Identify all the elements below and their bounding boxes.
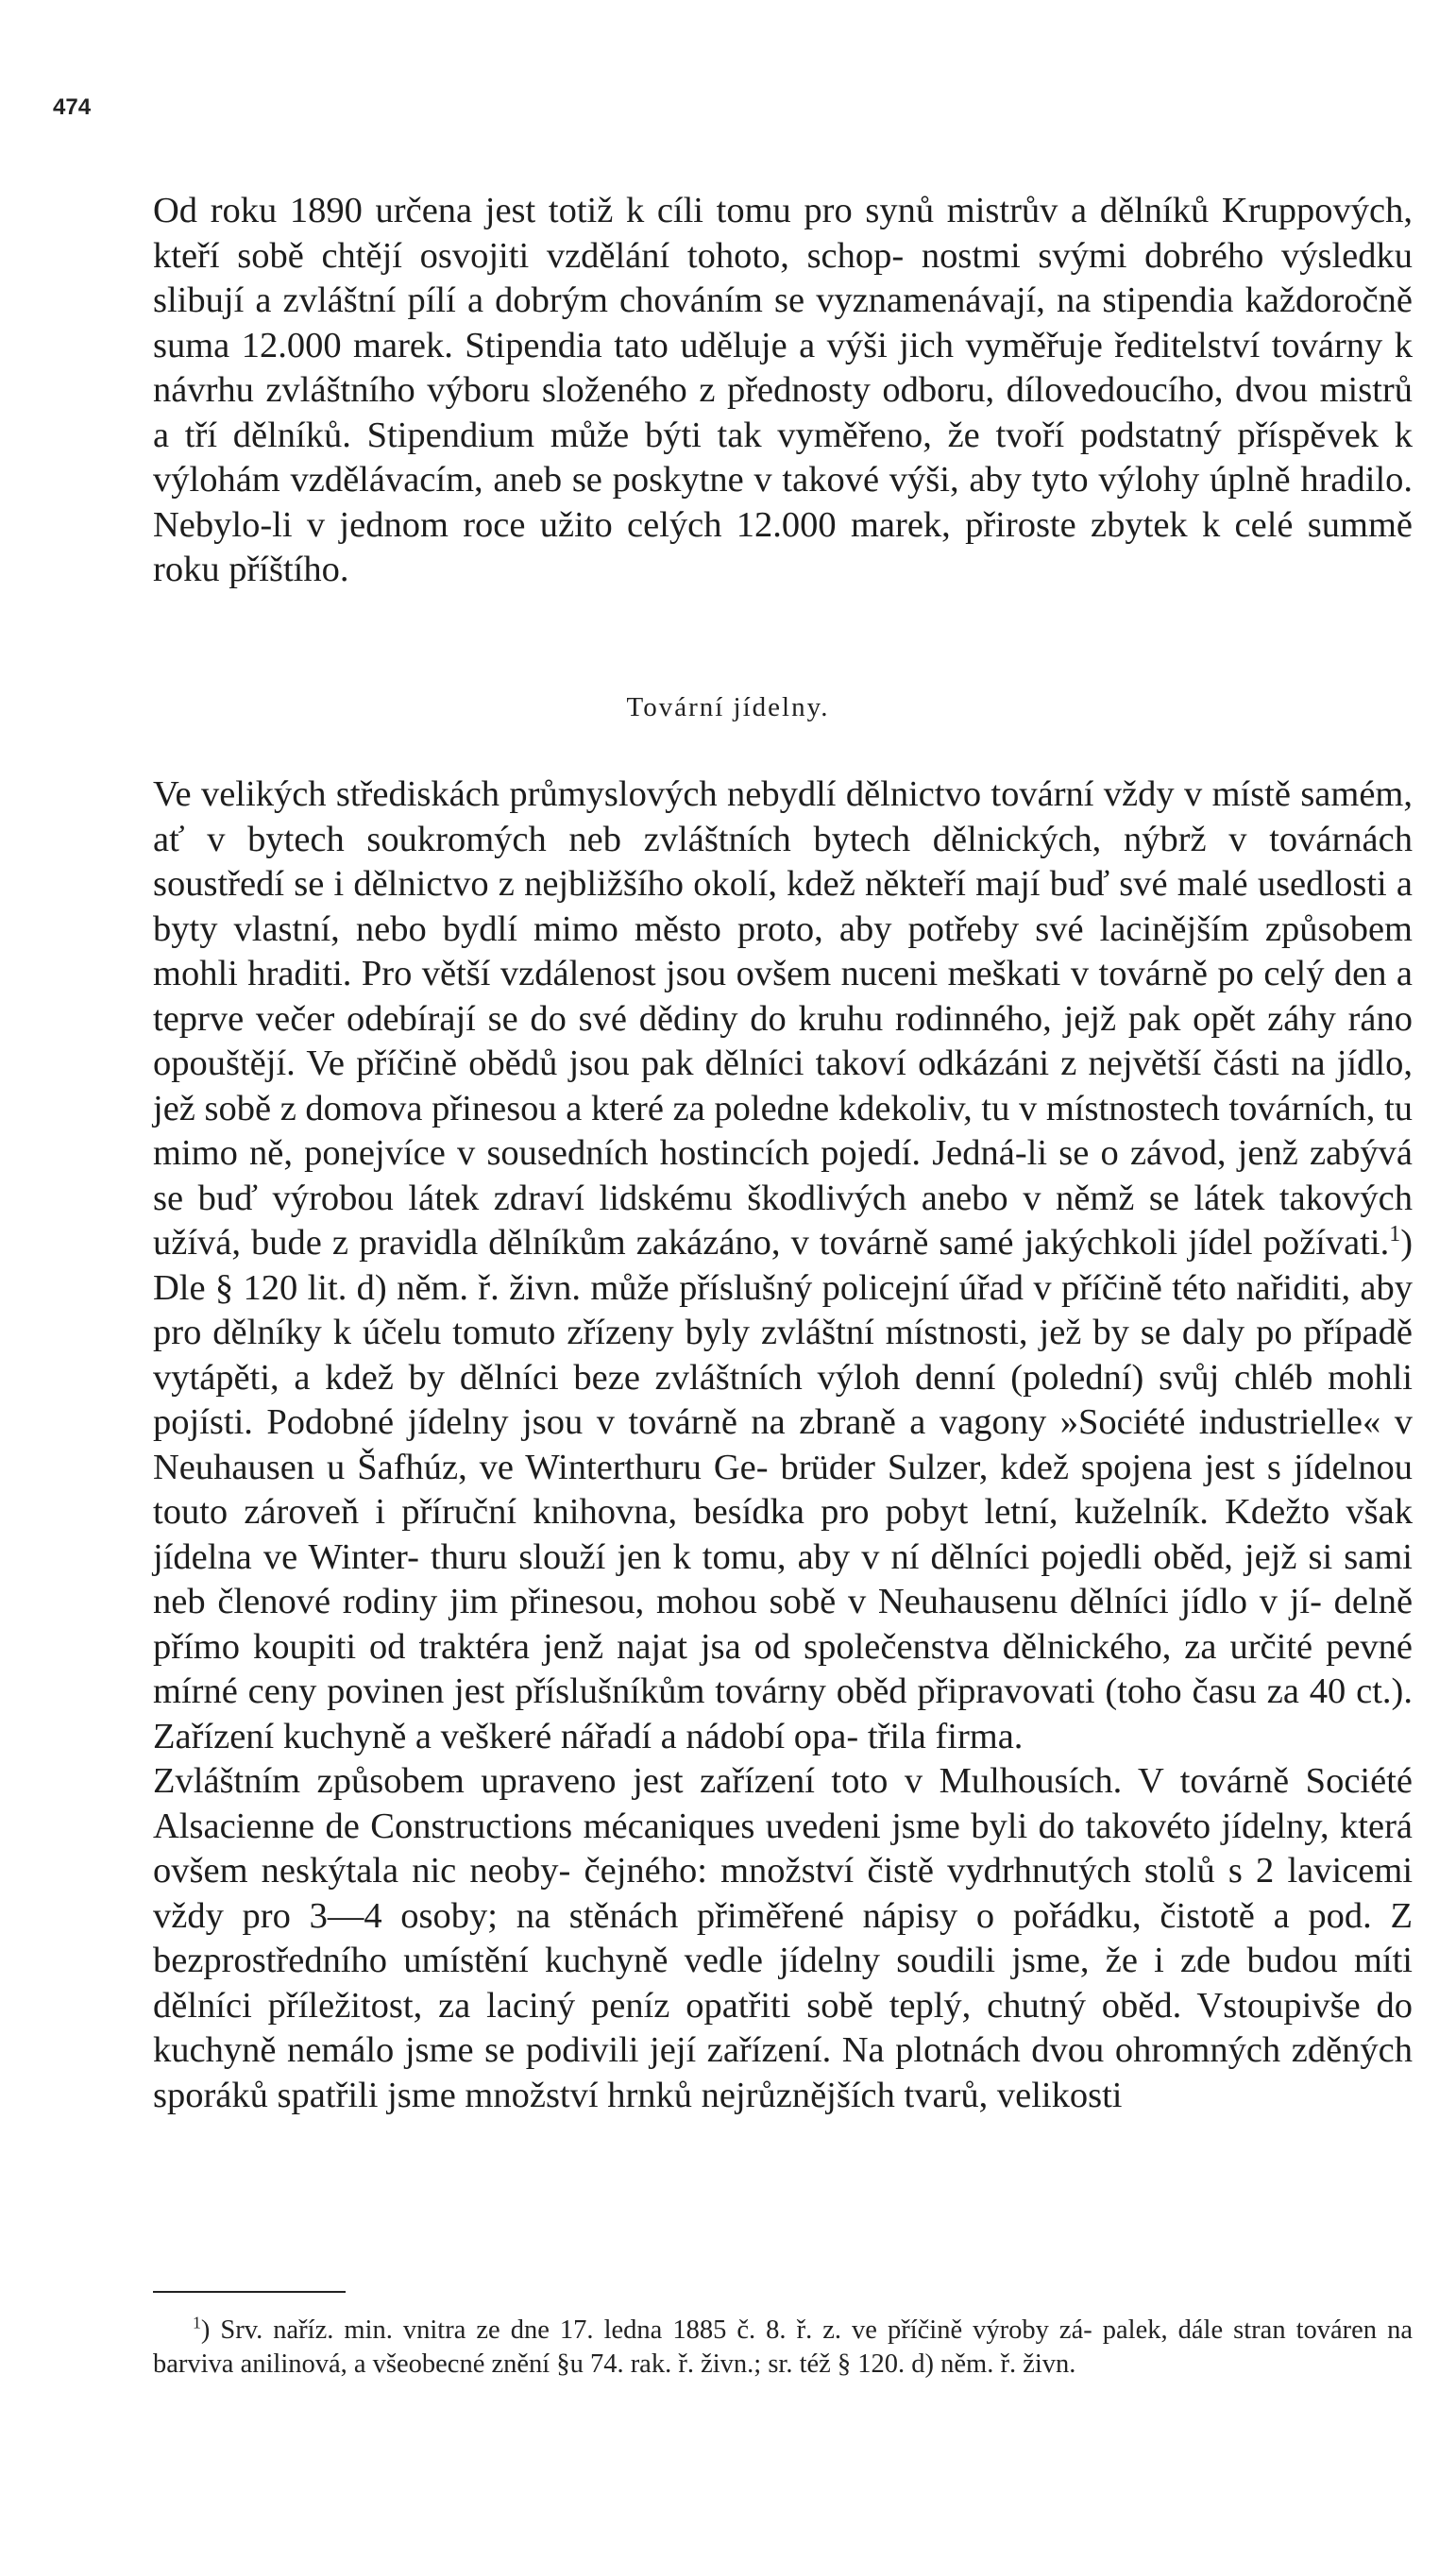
paragraph-2-line: mohli pojísti. Podobné jídelny jsou v továrně na zbraně a vagony »Société <box>153 1357 1413 1442</box>
paragraph-2-line: knihovna, besídka pro pobyt letní, kuželník. Kdežto však jídelna ve Winter- <box>153 1492 1414 1577</box>
paragraph-1-line: a dělníků Kruppových, kteří sobě chtějí osvojiti vzdělání tohoto, schop- <box>153 191 1413 276</box>
footnote-marker: 1 <box>193 2313 201 2332</box>
paragraph-2-line: vytápěti, a kdež by dělníci beze zvláštních výloh denní (polední) svůj chléb <box>153 1357 1313 1398</box>
paragraph-2-line: ) Dle § 120 lit. d) něm. ř. živn. <box>153 1223 1414 1308</box>
paragraph-2-line: brüder Sulzer, kdež spojena jest s jídelnou touto zároveň i příruční <box>153 1447 1414 1532</box>
paragraph-1-line: tato uděluje a výši jich vyměřuje ředitelství továrny k návrhu zvláštního <box>153 325 1414 410</box>
paragraph-2-line: se do své dědiny do kruhu rodinného, jejž pak opět záhy ráno opouštějí. <box>153 998 1414 1083</box>
footnote-reference: 1 <box>1389 1222 1401 1247</box>
paragraph-2-line: jsou ovšem nuceni meškati v továrně po celý den a teprve večer odebírají <box>153 954 1413 1039</box>
paragraph-3-line: Zvláštním způsobem upraveno jest zařízení toto v Mulhousích. <box>153 1761 1123 1801</box>
paragraph-2-line: thuru slouží jen k tomu, aby v ní dělníci pojedli oběd, jejž si sami neb <box>153 1536 1413 1621</box>
paragraph-2-line: anebo v němž se látek takových užívá, bude z pravidla dělníkům zakázáno, <box>153 1178 1414 1263</box>
paragraph-1-line: k výlohám vzdělávacím, aneb se poskytne v takové výši, aby tyto výlohy <box>153 415 1414 500</box>
paragraph-2-line: industrielle« v Neuhausen u Šafhúz, ve Winterthuru Ge- <box>153 1402 1414 1487</box>
paragraph-3-line: čejného: množství čistě vydrhnutých stolů s 2 lavicemi vždy pro 3—4 osoby; <box>153 1851 1414 1936</box>
paragraph-2-line: Ve velikých střediskách průmyslových nebydlí dělnictvo tovární vždy <box>153 774 1175 814</box>
paragraph-2-line: třila firma. <box>867 1716 1024 1756</box>
paragraph-2-line: delně přímo koupiti od traktéra jenž najat jsa od společenstva dělnického, za <box>153 1582 1414 1667</box>
footnote-line: ) Srv. naříz. min. vnitra ze dne 17. ledna 1885 č. 8. ř. z. ve příčině výroby zá- <box>200 2315 1092 2345</box>
section-body <box>153 772 1413 2118</box>
paragraph-2-line: k účelu tomuto zřízeny byly zvláštní místnosti, jež by se daly po případě <box>332 1313 1414 1352</box>
paragraph-3-line: umístění kuchyně vedle jídelny soudili jsme, že i zde budou míti dělníci <box>153 1941 1413 2026</box>
paragraph-3-line: zděných sporáků spatřili jsme množství hrnků nejrůznějších tvarů, velikosti <box>153 2030 1413 2115</box>
paragraph-3-line: uvedeni jsme byli do takovéto jídelny, která ovšem neskýtala nic neoby- <box>153 1806 1413 1891</box>
paragraph-2-line: aby potřeby své lacinějším způsobem mohli hraditi. Pro větší vzdálenost <box>153 908 1414 993</box>
paragraph-3-line: kuchyně nemálo jsme se podivili její zařízení. Na plotnách dvou ohromných <box>153 2030 1281 2070</box>
paragraph-2-line: může příslušný policejní úřad v příčině této nařiditi, aby pro dělníky <box>153 1267 1414 1352</box>
paragraph-1-line: úplně hradilo. Nebylo-li v jednom roce užito celých 12.000 marek, přiroste <box>153 460 1414 545</box>
footnote-line: palek, dále stran továren na barviva anilinová, a všeobecné znění §u 74. rak. ř. živn.; <box>153 2315 1413 2379</box>
section-heading: Tovární jídelny. <box>626 692 830 722</box>
paragraph-2-line: jež sobě z domova přinesou a které za poledne kdekoliv, tu v místnostech <box>153 1088 1220 1128</box>
paragraph-1 <box>153 189 1413 593</box>
footnote-line: sr. též § 120. d) něm. ř. živn. <box>768 2349 1076 2379</box>
footnote-divider <box>153 2291 346 2293</box>
paragraph-2-line: v místě samém, ať v bytech soukromých neb zvláštních bytech dělnických, <box>153 774 1414 859</box>
paragraph-3-line: na stěnách přiměřené nápisy o pořádku, čistotě a pod. Z bezprostředního <box>153 1895 1413 1980</box>
paragraph-2-line: členové rodiny jim přinesou, mohou sobě v Neuhausenu dělníci jídlo v jí- <box>217 1582 1322 1621</box>
paragraph-3-line: příležitost, za laciný peníz opatřiti sobě teplý, chutný oběd. Vstoupivše do <box>267 1985 1414 2026</box>
paragraph-1-line: výboru složeného z přednosty odboru, dílovedoucího, dvou mistrů a tří <box>153 370 1413 455</box>
paragraph-1-line: Od roku 1890 určena jest totiž k cíli tomu pro synů mistrův <box>153 191 1058 230</box>
intro-paragraph <box>153 189 1413 593</box>
paragraph-2-line: mají buď své malé usedlosti a byty vlastní, nebo bydlí mimo město proto, <box>153 864 1413 949</box>
paragraph-2 <box>153 772 1413 1759</box>
paragraph-3-line: V továrně Société Alsacienne de Constructions mécaniques <box>153 1761 1413 1846</box>
paragraph-2-line: v továrně samé jakýchkoli jídel požívati. <box>790 1223 1390 1263</box>
paragraph-1-line: dělníků. Stipendium může býti tak vyměřeno, že tvoří podstatný příspěvek <box>232 415 1380 455</box>
paragraph-2-line: továrních, tu mimo ně, ponejvíce v sousedních hostincích pojedí. Jedná-li <box>153 1088 1414 1173</box>
paragraph-2-line: (toho času za 40 ct.). Zařízení kuchyně a veškeré nářadí a nádobí opa- <box>153 1671 1413 1756</box>
paragraph-2-line: nýbrž v továrnách soustředí se i dělnictvo z nejbližšího okolí, kdež někteří <box>153 819 1413 904</box>
paragraph-1-line: nostmi svými dobrého výsledku slibují a zvláštní pílí a dobrým chováním <box>153 235 1414 320</box>
paragraph-2-line: určité pevné mírné ceny povinen jest příslušníkům továrny oběd připravovati <box>153 1626 1414 1711</box>
paragraph-2-line: Ve příčině obědů jsou pak dělníci takoví odkázáni z největší části na jídlo, <box>306 1043 1413 1083</box>
page-number: 474 <box>53 94 92 120</box>
paragraph-2-line: se o závod, jenž zabývá se buď výrobou látek zdraví lidskému škodlivých <box>153 1133 1413 1218</box>
paragraph-1-line: zbytek k celé summě roku příštího. <box>153 504 1413 589</box>
footnote-1 <box>153 2314 1413 2382</box>
footnotes <box>153 2314 1413 2382</box>
paragraph-3 <box>153 1759 1413 2118</box>
paragraph-1-line: se vyznamenávají, na stipendia každoročně suma 12.000 marek. Stipendia <box>153 280 1413 365</box>
